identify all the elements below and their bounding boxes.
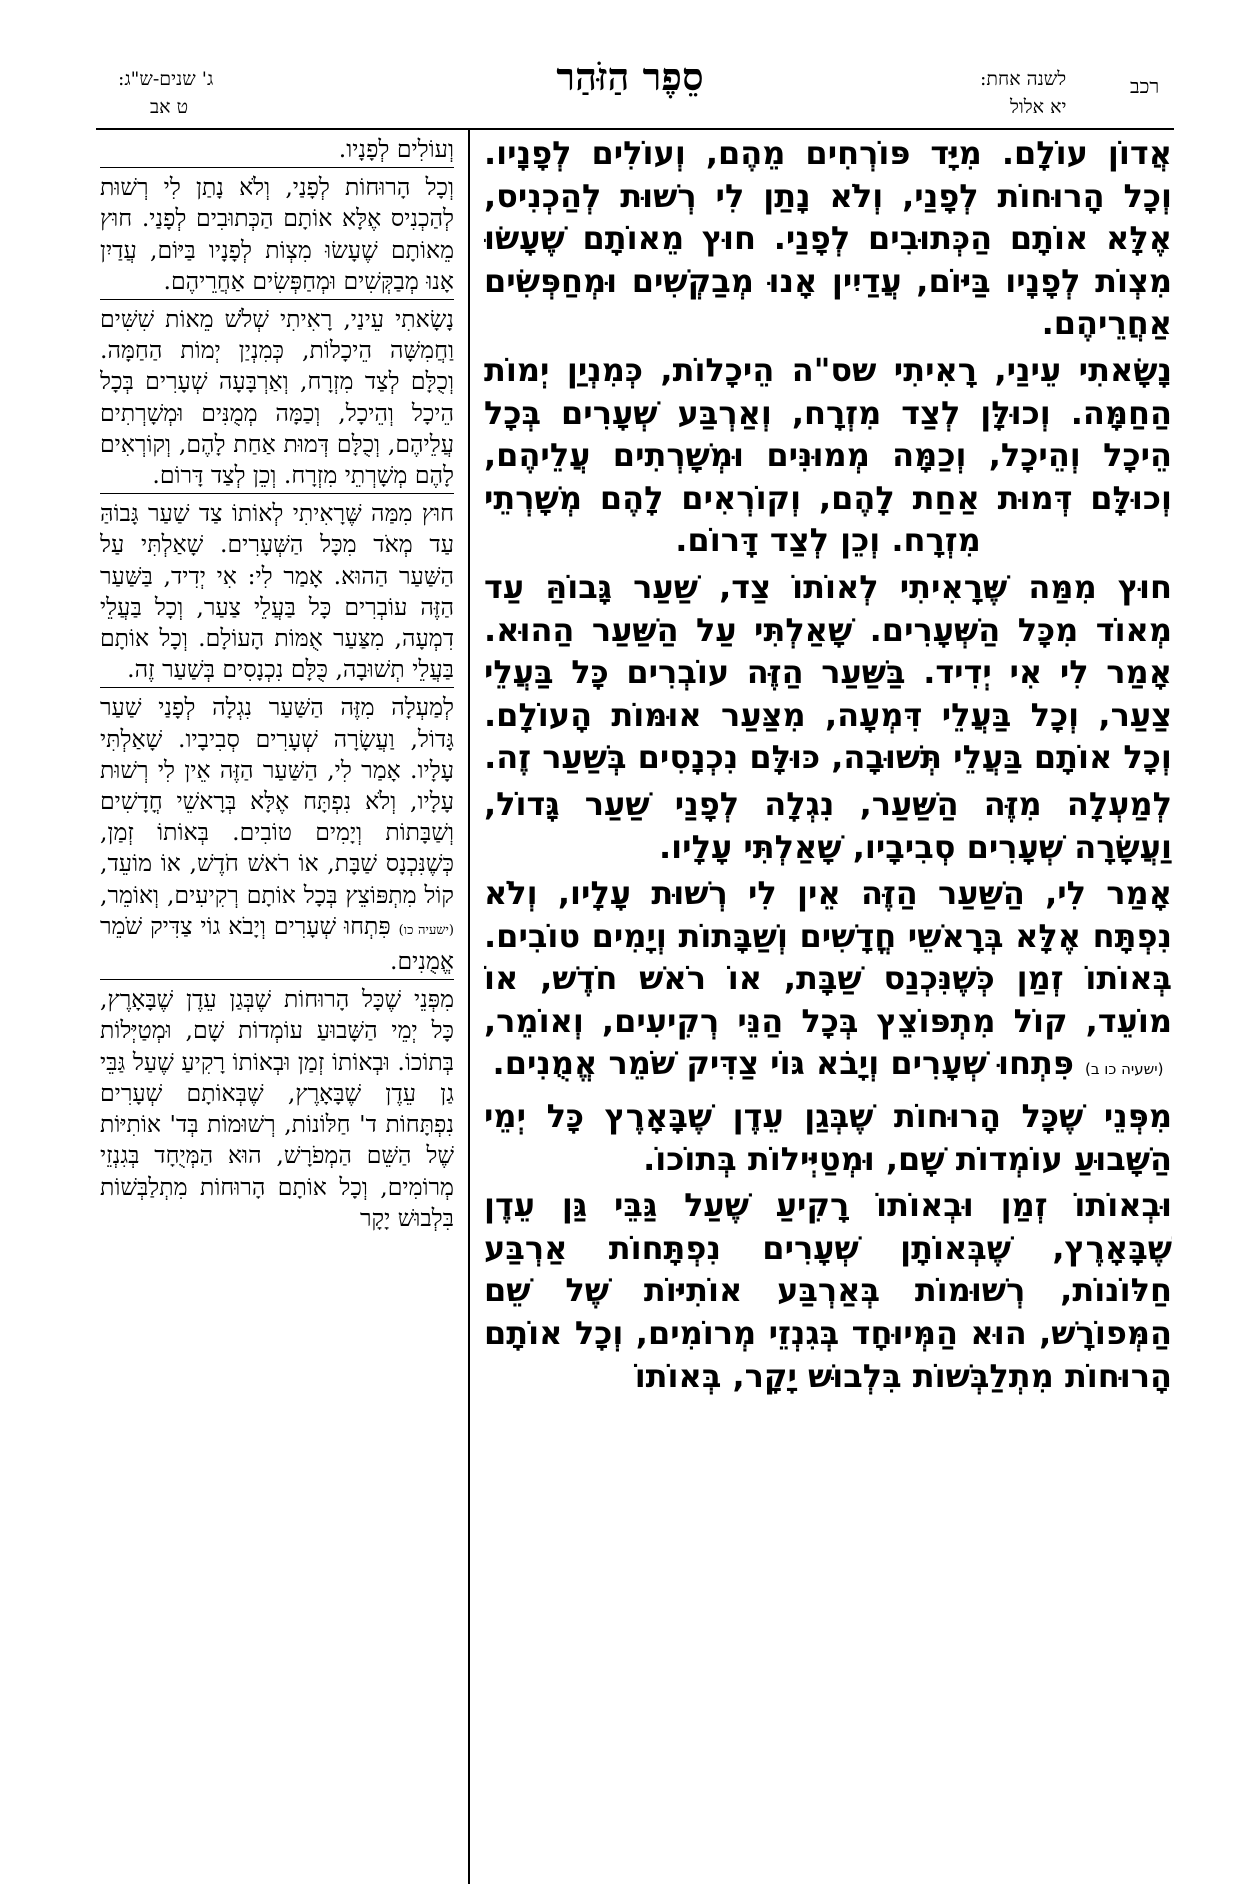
book-title: סֵפֶר הַזֹּהַר [556, 54, 704, 99]
three-year-cycle-label: ג' שנים-ש"ג: [118, 68, 214, 90]
wide-paragraph: אָמַר לִי, הַשַּׁעַר הַזֶּה אֵין לִי רְשׁוּת עָלָיו, וְלֹא נִפְתָּח אֶלָּא בְּרָאשֵׁי חֳדָשִׁים וְשַׁבָּתוֹת וְיָמִים טוֹבִים. בְּאוֹתוֹ זְמַן כְּשֶׁנִּכְנַס שַׁבָּת, אוֹ רֹאשׁ חֹדֶשׁ, אוֹ מוֹעֵד, קוֹל מִתְפּוֹצֵץ בְּכָל הַנֵּי רְקִיעִים, וְאוֹמֵר, (ישעיה כו ב) פִּתְחוּ שְׁעָרִים וְיָבֹא גּוֹי צַדִּיק שֹׁמֵר אֱמֻנִים. [484, 874, 1172, 1083]
narrow-paragraph: וְכָל הָרוּחוֹת לְפָנַי, וְלֹא נָתַן לִי רְשׁוּת לְהַכְנִיס אֶלָּא אוֹתָם הַכְּתוּבִים לְפָנַי. חוּץ מֵאוֹתָם שֶׁעָשׂוּ מִצְוֹת לְפָנָיו בַּיּוֹם, עֲדַיִן אָנוּ מְבַקְּשִׁים וּמְחַפְּשִׂים אַחֲרֵיהֶם. [100, 172, 454, 300]
wide-paragraph: וּבְאוֹתוֹ זְמַן וּבְאוֹתוֹ רָקִיעַ שֶׁעַל גַּבֵּי גַּן עֵדֶן שֶׁבָּאָרֶץ, שֶׁבְּאוֹתָן שְׁעָרִים נִפְתָּחוֹת אַרְבַּע חַלּוֹנוֹת, רְשׁוּמוֹת בְּאַרְבַּע אוֹתִיּוֹת שֶׁל שֵׁם הַמְּפוֹרָשׁ, הוּא הַמְּיוּחָד בְּגִנְזֵי מְרוֹמִים, וְכָל אוֹתָם הָרוּחוֹת מִתְלַבְּשׁוֹת בִּלְבוּשׁ יָקָר, בְּאוֹתוֹ [484, 1186, 1172, 1395]
wide-paragraph: אֲדוֹן עוֹלָם. מִיָּד פּוֹרְחִים מֵהֶם, וְעוֹלִים לְפָנָיו. וְכָל הָרוּחוֹת לְפָנַי, וְלֹא נָתַן לִי רְשׁוּת לְהַכְנִיס, אֶלָּא אוֹתָם הַכְּתוּבִים לְפָנַי. חוּץ מֵאוֹתָם שֶׁעָשׂוּ מִצְוֹת לְפָנָיו בַּיּוֹם, עֲדַיִין אָנוּ מְבַקְשִׁים וּמְחַפְּשִׂים אַחֲרֵיהֶם. [484, 134, 1172, 343]
wide-paragraph: לְמַעְלָה מִזֶּה הַשַּׁעַר, נִגְלָה לְפָנַי שַׁעַר גָּדוֹל, וַעֲשָׂרָה שְׁעָרִים סְבִיבָיו, שָׁאַלְתִּי עָלָיו. [484, 784, 1172, 866]
wide-paragraph: נָשָׂאתִי עֵינַי, רָאִיתִי שס"ה הֵיכָלוֹת, כְּמִנְיַן יְמוֹת הַחַמָּה. וְכוּלָּן לְצַד מִזְרָח, וְאַרְבַּע שְׁעָרִים בְּכָל הֵיכָל וְהֵיכָל, וְכַמָּה מְמוּנִּים וּמְשָׁרְתִים עֲלֵיהֶם, וְכוּלָּם דְּמוּת אַחַת לָהֶם, וְקוֹרְאִים לָהֶם מְשָׁרְתֵי מִזְרָח. וְכֵן לְצַד דָּרוֹם. [484, 350, 1172, 560]
wide-paragraph: מִפְּנֵי שֶׁכָּל הָרוּחוֹת שֶׁבְּגַן עֵדֶן שֶׁבָּאָרֶץ כָּל יְמֵי הַשָּׁבוּעַ עוֹמְדוֹת שָׁם, וּמְטַיְּילוֹת בְּתוֹכוֹ. [484, 1097, 1172, 1178]
narrow-paragraph: לְמַעְלָה מִזֶּה הַשַּׁעַר נִגְלָה לְפָנַי שַׁעַר גָּדוֹל, וַעֲשָׂרָה שְׁעָרִים סְבִיבָיו. שָׁאַלְתִּי עָלָיו. אָמַר לִי, הַשַּׁעַר הַזֶּה אֵין לִי רְשׁוּת עָלָיו, וְלֹא נִפְתָּח אֶלָּא בְּרָאשֵׁי חֳדָשִׁים וְשַׁבָּתוֹת וְיָמִים טוֹבִים. בְּאוֹתוֹ זְמַן, כְּשֶׁנִּכְנָס שַׁבָּת, אוֹ רֹאשׁ חֹדֶשׁ, אוֹ מוֹעֵד, קוֹל מִתְפּוֹצֵץ בְּכָל אוֹתָם רְקִיעִים, וְאוֹמֵר, (ישעיה כו) פִּתְחוּ שְׁעָרִים וְיָבֹא גוֹי צַדִּיק שֹׁמֵר אֱמֻנִים. [100, 692, 454, 980]
one-year-schedule-date: יא אלול [1010, 96, 1067, 118]
column-divider [468, 128, 470, 1884]
three-year-cycle-date: ט אב [150, 96, 189, 118]
scripture-citation: (ישעיה כו ב) [1085, 1060, 1164, 1079]
header-rule [96, 128, 1174, 130]
page-header [0, 0, 1253, 128]
main-text-column [484, 132, 1172, 1877]
narrow-paragraph: נָשָׂאתִי עֵינַי, רָאִיתִי שְׁלֹשׁ מֵאוֹת שִׁשִּׁים וַחֲמִשָּׁה הֵיכָלוֹת, כְּמִנְיַן יְמוֹת הַחַמָּה. וְכֻלָּם לְצַד מִזְרָח, וְאַרְבָּעָה שְׁעָרִים בְּכָל הֵיכָל וְהֵיכָל, וְכַמָּה מְמֻנִּים וּמְשָׁרְתִים עֲלֵיהֶם, וְכֻלָּם דְּמוּת אַחַת לָהֶם, וְקוֹרְאִים לָהֶם מְשָׁרְתֵי מִזְרָח. וְכֵן לְצַד דָּרוֹם. [100, 304, 454, 494]
commentary-text-column [100, 134, 454, 1876]
narrow-paragraph: וְעוֹלִים לְפָנָיו. [100, 134, 454, 168]
one-year-schedule-label: לשנה אחת: [980, 68, 1067, 90]
scripture-citation: (ישעיה כו) [398, 922, 454, 938]
wide-paragraph: חוּץ מִמַּה שֶּׁרָאִיתִי לְאוֹתוֹ צַד, שַׁעַר גָּבוֹהַּ עַד מְאוֹד מִכָּל הַשְּׁעָרִים. שָׁאַלְתִּי עַל הַשַּׁעַר הַהוּא. אָמַר לִי אִי יְדִיד. בַּשַּׁעַר הַזֶּה עוֹבְרִים כָּל בַּעֲלֵי צַעַר, וְכָל בַּעֲלֵי דִּמְעָה, מִצַּעַר אוּמּוֹת הָעוֹלָם. וְכָל אוֹתָם בַּעֲלֵי תְּשׁוּבָה, כּוּלָּם נִכְנָסִים בְּשַׁעַר זֶה. [484, 567, 1172, 777]
page-number: רכב [1130, 74, 1160, 98]
narrow-paragraph: חוּץ מִמַּה שֶּׁרָאִיתִי לְאוֹתוֹ צַד שַׁעַר גָּבוֹהַּ עַד מְאֹד מִכָּל הַשְּׁעָרִים. שָׁאַלְתִּי עַל הַשַּׁעַר הַהוּא. אָמַר לִי: אִי יְדִיד, בַּשַּׁעַר הַזֶּה עוֹבְרִים כָּל בַּעֲלֵי צַעַר, וְכָל בַּעֲלֵי דִמְעָה, מִצַּעַר אֻמּוֹת הָעוֹלָם. וְכָל אוֹתָם בַּעֲלֵי תְשׁוּבָה, כֻּלָּם נִכְנָסִים בְּשַׁעַר זֶה. [100, 498, 454, 688]
narrow-paragraph: מִפְּנֵי שֶׁכָּל הָרוּחוֹת שֶׁבְּגַן עֵדֶן שֶׁבָּאָרֶץ, כָּל יְמֵי הַשָּׁבוּעַ עוֹמְדוֹת שָׁם, וּמְטַיְּלוֹת בְּתוֹכוֹ. וּבְאוֹתוֹ זְמַן וּבְאוֹתוֹ רָקִיעַ שֶׁעַל גַּבֵּי גַן עֵדֶן שֶׁבָּאָרֶץ, שֶׁבְּאוֹתָם שְׁעָרִים נִפְתָּחוֹת ד' חַלּוֹנוֹת, רְשׁוּמוֹת בְּד' אוֹתִיּוֹת שֶׁל הַשֵּׁם הַמְפֹרָשׁ, הוּא הַמְּיֻחָד בְּגִנְזֵי מְרוֹמִים, וְכָל אוֹתָם הָרוּחוֹת מִתְלַבְּשׁוֹת בִּלְבוּשׁ יָקָר [100, 985, 454, 1232]
